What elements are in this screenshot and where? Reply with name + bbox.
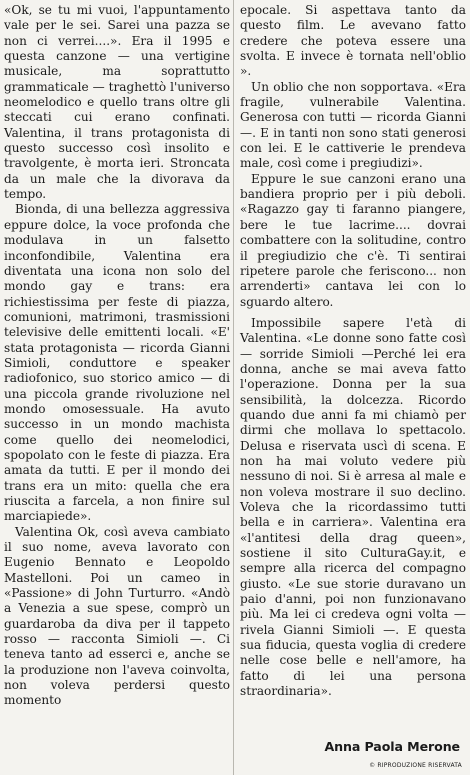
article-column-left (4, 3, 230, 709)
paragraph-6: Eppure le sue canzoni erano una bandiera proprio per i più deboli. «Ragazzo gay ti faranno piangere, bere le tue lacrime.... dovrai combattere con la solitudine, contro il pregiudizio che c'è. Ti sentirai ripetere parole che feriscono... non arrenderti» cantava lei con lo sguardo altero. (240, 171, 466, 309)
paragraph-7: Impossibile sapere l'età di Valentina. «Le donne sono fatte così — sorride Simioli —Perché lei era donna, anche se mai aveva fatto l'operazione. Donna per la sua sensibilità, la dolcezza. Ricordo quando due anni fa mi chiamò per dirmi che mollava lo spettacolo. Delusa e riservata uscì di scena. E non ha mai voluto vedere più nessuno di noi. Si è arresa al male e non voleva mostrare il suo declino. Voleva che la ricordassimo tutti bella e in carriera». Valentina era «l'antitesi della drag queen», sostiene il sito CulturaGay.it, e sempre alla ricerca del compagno giusto. «Le sue storie duravano un paio d'anni, poi non funzionavano più. Ma lei ci credeva ogni volta — rivela Gianni Simioli —. E questa sua fiducia, questa voglia di credere nelle cose belle e nell'amore, ha fatto di lei una persona straordinaria». (240, 315, 466, 699)
paragraph-1: «Ok, se tu mi vuoi, l'appuntamento vale per le sei. Sarei una pazza se non ci verrei....». Era il 1995 e questa canzone — una vertigine musicale, ma soprattutto grammaticale — traghettò l'universo neomelodico e quello trans oltre gli steccati cui erano confinati. Valentina, il trans protagonista di questo successo così insolito e travolgente, è morta ieri. Stroncata da un male che la divorava da tempo. (4, 3, 230, 202)
article-column-right (240, 3, 466, 699)
author-byline: Anna Paola Merone (324, 739, 460, 754)
column-divider (233, 0, 234, 775)
copyright-notice: © RIPRODUZIONE RISERVATA (369, 762, 462, 769)
paragraph-4: epocale. Si aspettava tanto da questo film. Le avevano fatto credere che poteva essere una svolta. E invece è tornata nell'oblio ». (240, 3, 466, 79)
paragraph-3: Valentina Ok, così aveva cambiato il suo nome, aveva lavorato con Eugenio Bennato e Leopoldo Mastelloni. Poi un cameo in «Passione» di John Turturro. «Andò a Venezia a sue spese, comprò un guardaroba da diva per il tappeto rosso — racconta Simioli —. Ci teneva tanto ad esserci e, anche se la produzione non l'aveva coinvolta, non voleva perdersi questo momento (4, 524, 230, 708)
paragraph-2: Bionda, di una bellezza aggressiva eppure dolce, la voce profonda che modulava in un falsetto inconfondibile, Valentina era diventata una icona non solo del mondo gay e trans: era richiestissima per feste di piazza, comunioni, matrimoni, trasmissioni televisive delle emittenti locali. «E' stata protagonista — ricorda Gianni Simioli, conduttore e speaker radiofonico, suo storico amico — di una piccola grande rivoluzione nel mondo omosessuale. Ha avuto successo in un mondo machista come quello dei neomelodici, spopolato con le feste di piazza. Era amata da tutti. E per il mondo dei trans era un mito: quella che era riuscita a farcela, a non finire sul marciapiede». (4, 202, 230, 524)
paragraph-5: Un oblio che non sopportava. «Era fragile, vulnerabile Valentina. Generosa con tutti — ricorda Gianni —. E in tanti non sono stati generosi con lei. E le cattiverie le prendeva male, così come i pregiudizi». (240, 79, 466, 171)
